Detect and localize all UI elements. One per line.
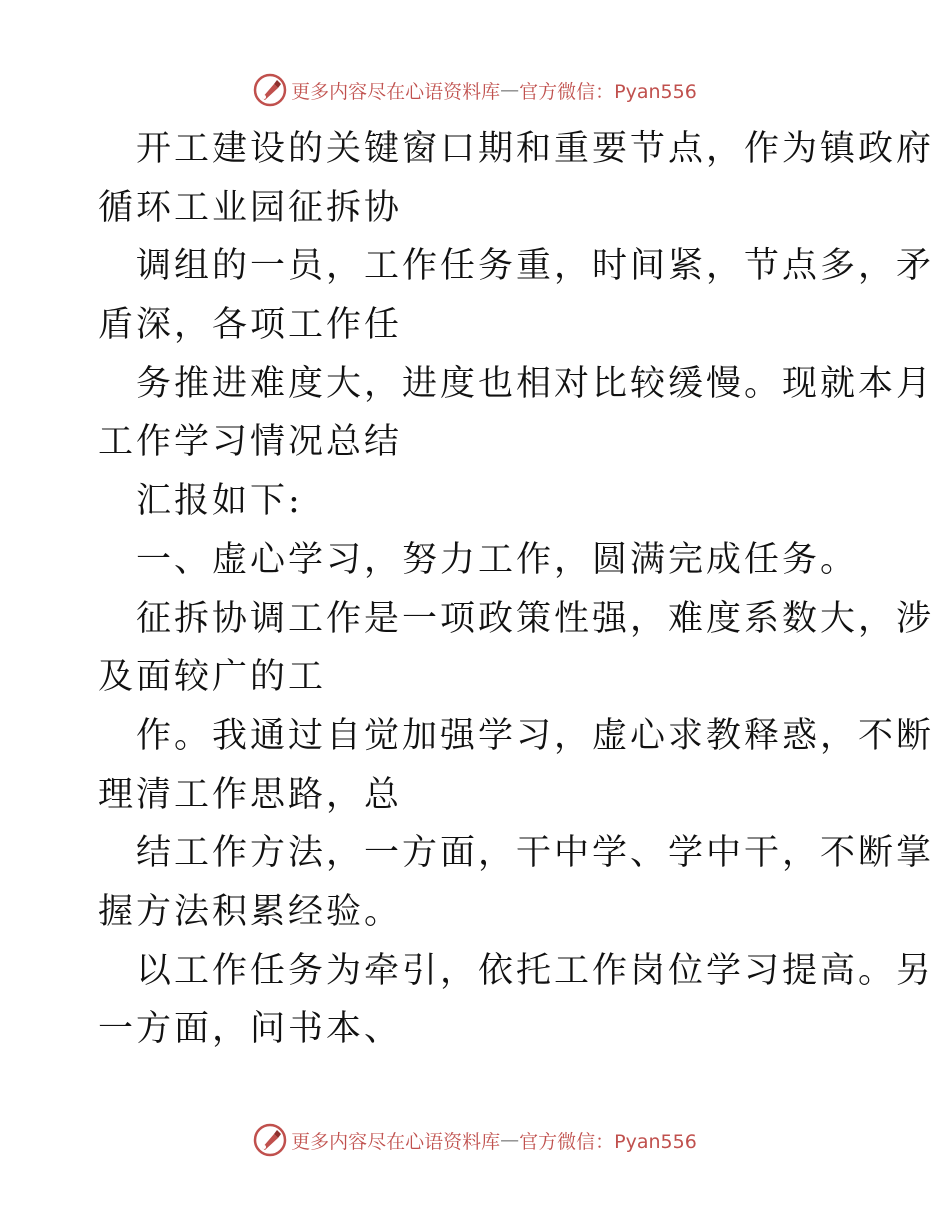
pen-nib-icon — [253, 73, 287, 107]
text-line: 及面较广的工 — [98, 657, 327, 698]
watermark-text: 更多内容尽在心语资料库 — [291, 1130, 501, 1153]
watermark-text: 更多内容尽在心语资料库 — [291, 80, 501, 103]
header-watermark — [0, 68, 950, 112]
watermark-dash: — — [500, 79, 520, 101]
text-line: 一方面，问书本、 — [98, 1009, 403, 1050]
text-line: 结工作方法，一方面，干中学、学中干，不断掌 — [136, 833, 935, 874]
text-line: 以工作任务为牵引，依托工作岗位学习提高。另 — [136, 950, 935, 991]
watermark-wechat: 官方微信：Pyan556 — [519, 80, 697, 103]
text-line: 盾深，各项工作任 — [98, 305, 403, 346]
pen-nib-icon — [253, 1123, 287, 1157]
text-line: 工作学习情况总结 — [98, 422, 403, 463]
document-body — [98, 120, 935, 1059]
text-line: 握方法积累经验。 — [98, 891, 403, 932]
text-line: 务推进难度大，进度也相对比较缓慢。现就本月 — [136, 363, 935, 404]
watermark-dash: — — [500, 1129, 520, 1151]
text-line: 理清工作思路，总 — [98, 774, 403, 815]
text-line: 开工建设的关键窗口期和重要节点，作为镇政府 — [136, 129, 935, 169]
text-line: 循环工业园征拆协 — [98, 187, 403, 228]
text-line: 调组的一员，工作任务重，时间紧，节点多，矛 — [136, 246, 935, 287]
text-line: 汇报如下: — [136, 481, 303, 522]
footer-watermark — [0, 1118, 950, 1162]
text-line: 作。我通过自觉加强学习，虚心求教释惑，不断 — [136, 715, 935, 756]
text-line: 一、虚心学习，努力工作，圆满完成任务。 — [136, 539, 859, 580]
watermark-wechat: 官方微信：Pyan556 — [519, 1130, 697, 1153]
text-line: 征拆协调工作是一项政策性强，难度系数大，涉 — [136, 598, 935, 639]
